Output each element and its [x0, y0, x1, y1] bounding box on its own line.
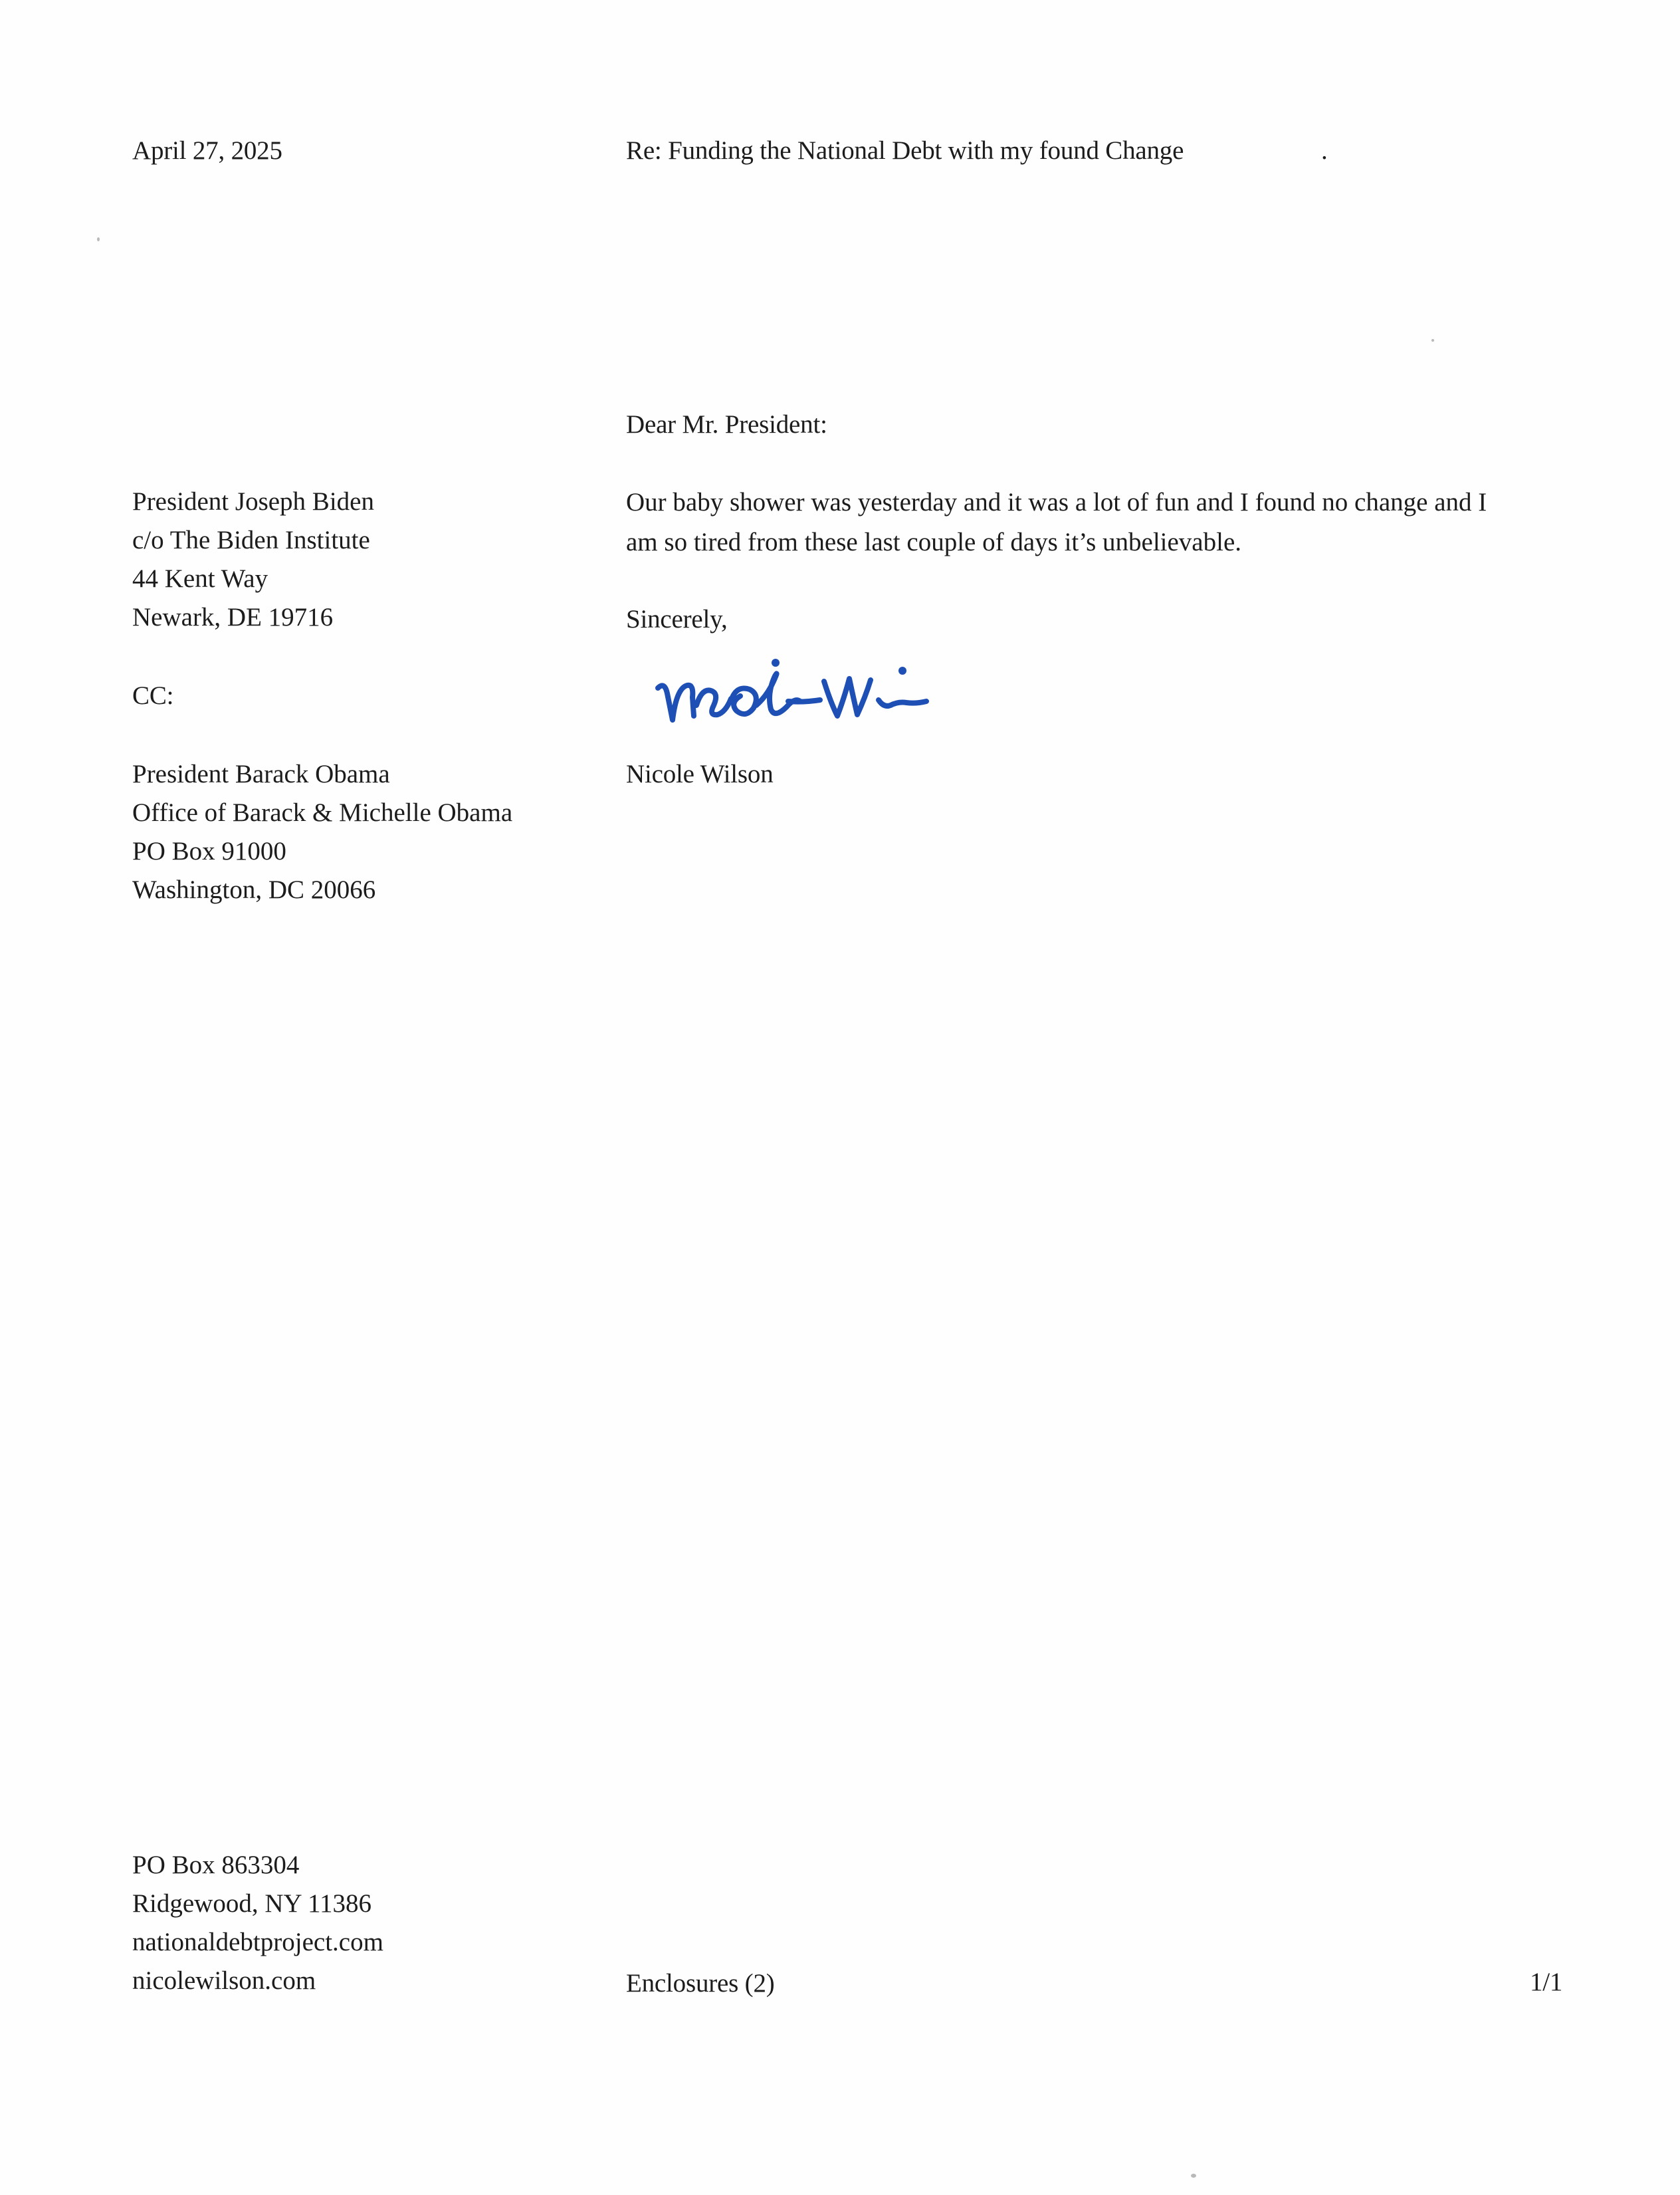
cc-address [132, 755, 512, 909]
enclosures-note: Enclosures (2) [626, 1969, 775, 1998]
letter-body-line: am so tired from these last couple of days it’s unbelievable. [626, 528, 1242, 556]
letter-date: April 27, 2025 [132, 136, 282, 165]
recipient-address [132, 483, 374, 637]
recipient-line: Newark, DE 19716 [132, 603, 334, 632]
recipient-line: President Joseph Biden [132, 487, 374, 516]
cc-line: PO Box 91000 [132, 837, 286, 866]
page-number: 1/1 [1530, 1968, 1563, 1996]
letter-subject: Re: Funding the National Debt with my found Change [626, 136, 1184, 165]
cc-label: CC: [132, 681, 174, 710]
sender-line: PO Box 863304 [132, 1851, 300, 1879]
letter-body [626, 483, 1517, 562]
cc-line: Washington, DC 20066 [132, 875, 376, 904]
recipient-line: c/o The Biden Institute [132, 526, 370, 554]
sender-line: nicolewilson.com [132, 1966, 316, 1995]
sender-line: Ridgewood, NY 11386 [132, 1889, 372, 1918]
sender-line: nationaldebtproject.com [132, 1928, 383, 1956]
cc-line: President Barack Obama [132, 760, 390, 788]
salutation: Dear Mr. President: [626, 410, 827, 439]
recipient-line: 44 Kent Way [132, 564, 268, 593]
handwritten-signature [650, 641, 982, 735]
scan-speck [97, 237, 100, 241]
letter-body-line: Our baby shower was yesterday and it was a lot of fun and I found no change and I [626, 488, 1487, 517]
closing: Sincerely, [626, 605, 728, 634]
scan-speck [1191, 2174, 1196, 2178]
sender-address [132, 1846, 383, 2000]
subject-trailing-mark: . [1321, 136, 1328, 165]
cc-line: Office of Barack & Michelle Obama [132, 798, 513, 827]
signer-name: Nicole Wilson [626, 760, 774, 788]
scan-speck [1431, 339, 1434, 342]
